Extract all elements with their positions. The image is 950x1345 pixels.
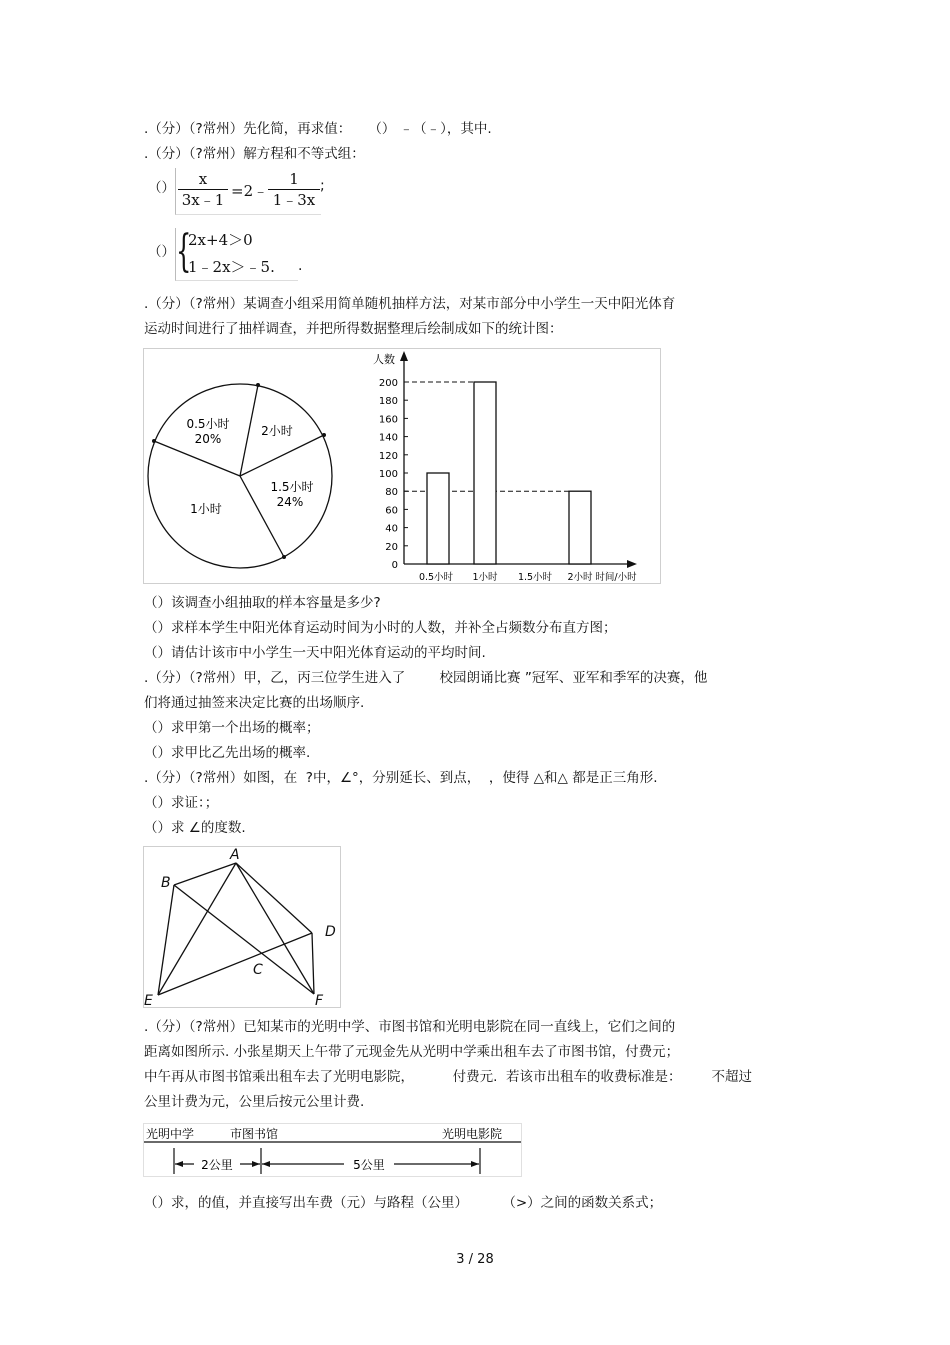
segment-DF bbox=[312, 933, 314, 994]
eq-numerator-1: x bbox=[198, 170, 208, 188]
x-tick-label-5: 时间/小时 bbox=[595, 572, 637, 583]
q6-text-d: 公里计费为元，公里后按元公里计费. bbox=[144, 1094, 365, 1110]
system-line-2: 1﹣2x＞﹣5. bbox=[188, 258, 275, 276]
y-axis-title: 人数 bbox=[373, 353, 395, 366]
place-school: 光明中学 bbox=[146, 1127, 195, 1141]
q1-text: .（分）（?常州）先化简，再求值： （） ﹣（﹣），其中. bbox=[144, 121, 492, 137]
geometry-svg bbox=[144, 847, 340, 1007]
bar-2 bbox=[474, 382, 496, 564]
pie-dot-1 bbox=[152, 439, 156, 443]
dim-arrow-1r bbox=[252, 1161, 260, 1167]
q6-text-c: 中午再从市图书馆乘出租车去了光明电影院， 付费元. 若该市出租车的收费标准是： 不超过 bbox=[144, 1069, 753, 1085]
q4-sub1: （）求甲第一个出场的概率； bbox=[144, 720, 320, 736]
system-brace: { bbox=[176, 226, 192, 277]
distance-5km: 5公里 bbox=[353, 1158, 385, 1172]
y-tick-label-200: 200 bbox=[378, 378, 398, 389]
eq-semicolon: ; bbox=[320, 178, 325, 194]
segment-AB bbox=[174, 863, 236, 885]
q5-sub1: （）求证：； bbox=[144, 795, 219, 811]
q2-text: .（分）（?常州）解方程和不等式组： bbox=[144, 146, 365, 162]
point-label-A: A bbox=[230, 847, 240, 863]
point-label-E: E bbox=[144, 993, 153, 1007]
page-number: 3 / 28 bbox=[456, 1252, 494, 1267]
q3-sub1: （）该调查小组抽取的样本容量是多少? bbox=[144, 595, 381, 611]
geometry-figure bbox=[143, 846, 341, 1008]
pie-chart bbox=[148, 383, 332, 568]
x-tick-label-3: 1.5小时 bbox=[517, 572, 553, 583]
y-tick-label-40: 40 bbox=[385, 523, 398, 535]
histogram bbox=[373, 351, 637, 583]
y-tick-label-180: 180 bbox=[378, 396, 398, 408]
y-tick-label-100: 100 bbox=[378, 469, 398, 480]
distance-2km: 2公里 bbox=[201, 1158, 233, 1172]
q3-text-a: .（分）（?常州）某调查小组采用简单随机抽样方法，对某市部分中小学生一天中阳光体育 bbox=[144, 296, 676, 312]
pie-dot-2 bbox=[256, 383, 260, 387]
system-period: . bbox=[298, 258, 303, 274]
segment-BE bbox=[158, 885, 174, 995]
q3-sub3: （）请估计该市中小学生一天中阳光体育运动的平均时间. bbox=[144, 645, 486, 661]
y-tick-label-80: 80 bbox=[385, 487, 398, 499]
q4-text-b: 们将通过抽签来决定比赛的出场顺序. bbox=[144, 695, 365, 711]
pie-label-20pct: 20% bbox=[194, 432, 222, 446]
pie-label-one-hour: 1小时 bbox=[190, 502, 222, 516]
q6-text-a: .（分）（?常州）已知某市的光明中学、市图书馆和光明电影院在同一直线上，它们之间的 bbox=[144, 1019, 676, 1035]
system-line-1: 2x+4＞0 bbox=[188, 231, 253, 249]
pie-dot-3 bbox=[322, 433, 326, 437]
eq-numerator-2: 1 bbox=[289, 170, 299, 188]
place-cinema: 光明电影院 bbox=[442, 1127, 503, 1141]
fraction-equation bbox=[175, 168, 321, 215]
statistics-figure bbox=[143, 348, 661, 584]
segment-AD bbox=[236, 863, 312, 933]
distance-svg bbox=[144, 1124, 521, 1176]
eq-denominator-2: 1﹣3x bbox=[272, 191, 316, 209]
inequality-system bbox=[175, 228, 298, 281]
place-library: 市图书馆 bbox=[230, 1127, 279, 1141]
segment-ED bbox=[158, 933, 312, 995]
point-label-D: D bbox=[325, 924, 336, 940]
eq-middle: =2﹣ bbox=[231, 182, 269, 200]
q5-text: .（分）（?常州）如图，在 ?中，∠°，分别延长、到点， ，使得 △和△ 都是正三角形. bbox=[144, 770, 658, 786]
pie-radius-3 bbox=[240, 435, 324, 476]
distance-figure bbox=[143, 1123, 522, 1177]
pie-label-one-half-hours: 1.5小时 bbox=[270, 480, 314, 494]
y-tick-label-120: 120 bbox=[378, 450, 398, 462]
y-tick-label-160: 160 bbox=[378, 414, 398, 426]
q3-text-b: 运动时间进行了抽样调查，并把所得数据整理后绘制成如下的统计图： bbox=[144, 321, 563, 337]
q2-part1-label: （） bbox=[148, 180, 175, 196]
q4-sub2: （）求甲比乙先出场的概率. bbox=[144, 745, 311, 761]
x-tick-label-1: 0.5小时 bbox=[418, 572, 454, 583]
point-label-C: C bbox=[253, 962, 263, 978]
y-tick-label-140: 140 bbox=[378, 432, 398, 444]
x-tick-label-4: 2小时 bbox=[567, 572, 593, 583]
pie-radius-2 bbox=[240, 385, 258, 476]
y-tick-label-60: 60 bbox=[385, 505, 398, 517]
y-tick-label-0: 0 bbox=[391, 560, 398, 571]
pie-dot-4 bbox=[282, 555, 286, 559]
q5-sub2: （）求 ∠的度数. bbox=[144, 820, 246, 836]
pie-label-two-hours: 2小时 bbox=[261, 424, 293, 438]
eq-denominator-1: 3x﹣1 bbox=[181, 191, 225, 209]
pie-label-24pct: 24% bbox=[276, 495, 304, 509]
q6-text-b: 距离如图所示. 小张星期天上午带了元现金先从光明中学乘出租车去了市图书馆，付费元； bbox=[144, 1044, 680, 1060]
q2-part2-label: （） bbox=[148, 244, 175, 260]
pie-label-half-hour: 0.5小时 bbox=[186, 417, 230, 431]
q4-text-a: .（分）（?常州）甲，乙，丙三位学生进入了 校园朗诵比赛 ”冠军、亚军和季军的决赛，他 bbox=[144, 670, 708, 686]
x-tick-label-2: 1小时 bbox=[472, 572, 498, 583]
bar-1 bbox=[427, 473, 449, 564]
point-label-F: F bbox=[315, 993, 324, 1007]
y-tick-label-20: 20 bbox=[385, 541, 398, 553]
pie-radius-1 bbox=[154, 441, 240, 476]
dim-arrow-2l bbox=[262, 1161, 270, 1167]
segment-AF bbox=[236, 863, 314, 994]
y-axis-arrow bbox=[400, 351, 408, 361]
dim-arrow-1l bbox=[175, 1161, 183, 1167]
point-label-B: B bbox=[161, 875, 171, 891]
dim-arrow-2r bbox=[471, 1161, 479, 1167]
segment-BF bbox=[174, 885, 314, 994]
statistics-svg bbox=[144, 349, 660, 583]
q3-sub2: （）求样本学生中阳光体育运动时间为小时的人数，并补全占频数分布直方图； bbox=[144, 620, 617, 636]
bar-4 bbox=[569, 491, 591, 564]
q6-sub1: （）求，的值，并直接写出车费（元）与路程（公里） （>）之间的函数关系式； bbox=[144, 1195, 663, 1211]
x-axis-arrow bbox=[627, 560, 637, 568]
